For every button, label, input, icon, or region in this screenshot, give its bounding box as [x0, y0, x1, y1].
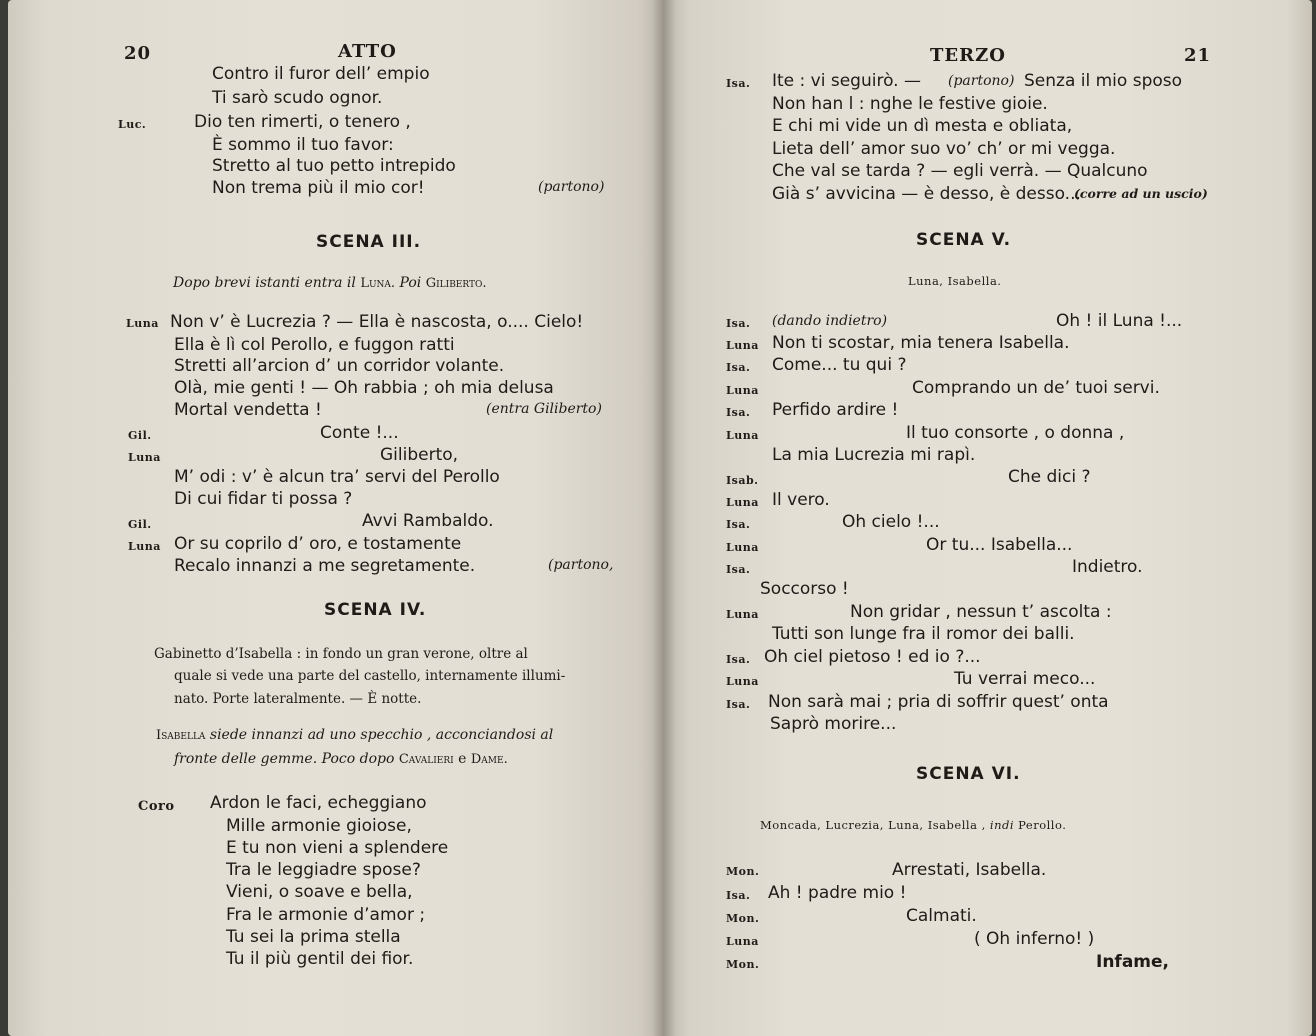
- scene-direction-text: e: [458, 751, 467, 767]
- speaker-label: Isa.: [726, 406, 751, 419]
- page-number: 20: [124, 43, 152, 64]
- speaker-label: Luna: [726, 496, 759, 509]
- verse-line: La mia Lucrezia mi rapì.: [772, 445, 976, 465]
- verse-line: E chi mi vide un dì mesta e obliata,: [772, 116, 1073, 136]
- verse-line: Contro il furor dell’ empio: [212, 64, 430, 84]
- character-name: Perollo.: [1018, 818, 1067, 832]
- verse-line: Non ti scostar, mia tenera Isabella.: [772, 333, 1070, 353]
- verse-line: E tu non vieni a splendere: [226, 838, 449, 858]
- verse-line: Mille armonie gioiose,: [226, 816, 412, 836]
- verse-line: Oh cielo !...: [842, 512, 940, 532]
- verse-line: Dio ten rimerti, o tenero ,: [194, 112, 411, 132]
- speaker-label: Isa.: [726, 698, 751, 711]
- verse-line: Non trema più il mio cor!: [212, 178, 425, 198]
- verse-line: Calmati.: [906, 906, 977, 926]
- scene-direction-text: Dopo brevi istanti entra il: [173, 275, 356, 291]
- verse-line: Il tuo consorte , o donna ,: [906, 423, 1125, 443]
- scene-cast-text: indi: [989, 818, 1015, 832]
- stage-direction: (partono): [948, 73, 1015, 89]
- verse-line: Tra le leggiadre spose?: [226, 860, 421, 880]
- verse-line: Tu il più gentil dei fior.: [226, 949, 414, 969]
- verse-line: Perfido ardire !: [772, 400, 899, 420]
- scene-direction: [174, 752, 508, 766]
- verse-line: Saprò morire...: [770, 714, 897, 734]
- left-page: [8, 0, 664, 1036]
- verse-line: Giliberto,: [380, 445, 459, 465]
- verse-line: Lieta dell’ amor suo vo’ ch’ or mi vegga.: [772, 139, 1116, 159]
- scene-title: SCENA III.: [316, 232, 422, 252]
- scene-title: SCENA V.: [916, 230, 1012, 250]
- verse-line: Comprando un de’ tuoi servi.: [912, 378, 1160, 398]
- stage-direction: (partono): [538, 179, 605, 195]
- scene-direction: [156, 728, 553, 742]
- verse-line: Che val se tarda ? — egli verrà. — Qualcuno: [772, 161, 1148, 181]
- verse-line: Stretto al tuo petto intrepido: [212, 156, 456, 176]
- speaker-label: Isa.: [726, 361, 751, 374]
- speaker-label: Mon.: [726, 865, 760, 878]
- verse-line: Tu verrai meco...: [954, 669, 1096, 689]
- scene-cast: [760, 820, 1066, 832]
- verse-line: Conte !...: [320, 423, 399, 443]
- speaker-label: Gil.: [128, 518, 152, 531]
- verse-line: Or tu... Isabella...: [926, 535, 1073, 555]
- page-number: 21: [1184, 45, 1212, 66]
- stage-direction: (partono,: [548, 557, 614, 573]
- verse-line: Già s’ avvicina — è desso, è desso...: [772, 184, 1081, 204]
- book-gutter: [652, 0, 676, 1036]
- verse-line: Ella è lì col Perollo, e fuggon ratti: [174, 335, 455, 355]
- speaker-label: Coro: [138, 799, 175, 814]
- scene-description: quale si vede una parte del castello, internamente illumi-: [174, 668, 566, 684]
- verse-line: Mortal vendetta !: [174, 400, 322, 420]
- speaker-label: Luna: [726, 429, 759, 442]
- character-name: Dame.: [470, 752, 508, 767]
- scene-direction-text: Poi: [399, 275, 422, 291]
- scene-cast-names: Moncada, Lucrezia, Luna, Isabella ,: [760, 818, 986, 832]
- scene-description: Gabinetto d’Isabella : in fondo un gran verone, oltre al: [154, 646, 528, 662]
- verse-line: Olà, mie genti ! — Oh rabbia ; oh mia delusa: [174, 378, 554, 398]
- scene-title: SCENA IV.: [324, 600, 427, 620]
- verse-line: Oh ! il Luna !...: [1056, 311, 1183, 331]
- verse-line: Stretti all’arcion d’ un corridor volante.: [174, 356, 505, 376]
- speaker-label: Mon.: [726, 958, 760, 971]
- speaker-label: Isa.: [726, 889, 751, 902]
- verse-line: Infame,: [1096, 952, 1169, 972]
- speaker-label: Luna: [726, 339, 759, 352]
- scene-direction: [173, 276, 487, 290]
- verse-line: Vieni, o soave e bella,: [226, 882, 413, 902]
- verse-line: Tu sei la prima stella: [226, 927, 401, 947]
- running-head: TERZO: [930, 45, 1006, 66]
- speaker-label: Isa.: [726, 518, 751, 531]
- speaker-label: Isa.: [726, 563, 751, 576]
- verse-line: Soccorso !: [760, 579, 849, 599]
- speaker-label: Isab.: [726, 474, 759, 487]
- verse-line: Che dici ?: [1008, 467, 1091, 487]
- verse-line: Di cui fidar ti possa ?: [174, 489, 353, 509]
- verse-line: Arrestati, Isabella.: [892, 860, 1047, 880]
- speaker-label: Isa.: [726, 317, 751, 330]
- character-name: Isabella: [156, 728, 206, 743]
- scene-title: SCENA VI.: [916, 764, 1021, 784]
- speaker-label: Mon.: [726, 912, 760, 925]
- stage-direction: (entra Giliberto): [486, 401, 602, 417]
- speaker-label: Luna: [128, 451, 161, 464]
- character-name: Giliberto.: [425, 276, 487, 291]
- speaker-label: Luna: [726, 608, 759, 621]
- scene-direction-text: siede innanzi ad uno specchio , acconciandosi al: [209, 727, 554, 743]
- verse-line: Or su coprilo d’ oro, e tostamente: [174, 534, 462, 554]
- verse-line: Il vero.: [772, 490, 830, 510]
- verse-line: Come... tu qui ?: [772, 355, 907, 375]
- speaker-label: Luna: [726, 541, 759, 554]
- speaker-label: Luna: [128, 540, 161, 553]
- character-name: Cavalieri: [398, 752, 454, 767]
- speaker-label: Gil.: [128, 429, 152, 442]
- verse-line: Oh ciel pietoso ! ed io ?...: [764, 647, 981, 667]
- speaker-label: Isa.: [726, 77, 751, 90]
- verse-line: Non v’ è Lucrezia ? — Ella è nascosta, o.... Cielo!: [170, 312, 584, 332]
- scene-description: nato. Porte lateralmente. — È notte.: [174, 691, 422, 707]
- character-name: Luna.: [360, 276, 396, 291]
- scene-direction-text: fronte delle gemme. Poco dopo: [174, 751, 395, 767]
- verse-line: Tutti son lunge fra il romor dei balli.: [772, 624, 1075, 644]
- verse-line: È sommo il tuo favor:: [212, 135, 394, 155]
- speaker-label: Luna: [726, 675, 759, 688]
- verse-line: ( Oh inferno! ): [974, 929, 1095, 949]
- speaker-label: Luc.: [118, 118, 147, 131]
- speaker-label: Isa.: [726, 653, 751, 666]
- speaker-label: Luna: [726, 935, 759, 948]
- verse-line: Ardon le faci, echeggiano: [210, 793, 427, 813]
- verse-line: Fra le armonie d’amor ;: [226, 905, 426, 925]
- verse-line: Ite : vi seguirò. —: [772, 71, 921, 91]
- stage-direction: (corre ad un uscio): [1074, 186, 1208, 201]
- scene-cast: Luna, Isabella.: [908, 274, 1002, 288]
- verse-line: Ah ! padre mio !: [768, 883, 907, 903]
- verse-line: Ti sarò scudo ognor.: [212, 88, 383, 108]
- right-page: [664, 0, 1312, 1036]
- verse-line: Avvi Rambaldo.: [362, 511, 494, 531]
- speaker-label: Luna: [726, 384, 759, 397]
- verse-line: Non gridar , nessun t’ ascolta :: [850, 602, 1112, 622]
- stage-direction: (dando indietro): [772, 313, 888, 329]
- running-head: ATTO: [338, 41, 397, 62]
- verse-line: Senza il mio sposo: [1024, 71, 1183, 91]
- verse-line: Recalo innanzi a me segretamente.: [174, 556, 476, 576]
- verse-line: M’ odi : v’ è alcun tra’ servi del Perollo: [174, 467, 500, 487]
- verse-line: Indietro.: [1072, 557, 1143, 577]
- verse-line: Non sarà mai ; pria di soffrir quest’ onta: [768, 692, 1109, 712]
- verse-line: Non han l : nghe le festive gioie.: [772, 94, 1048, 114]
- speaker-label: Luna: [126, 317, 159, 330]
